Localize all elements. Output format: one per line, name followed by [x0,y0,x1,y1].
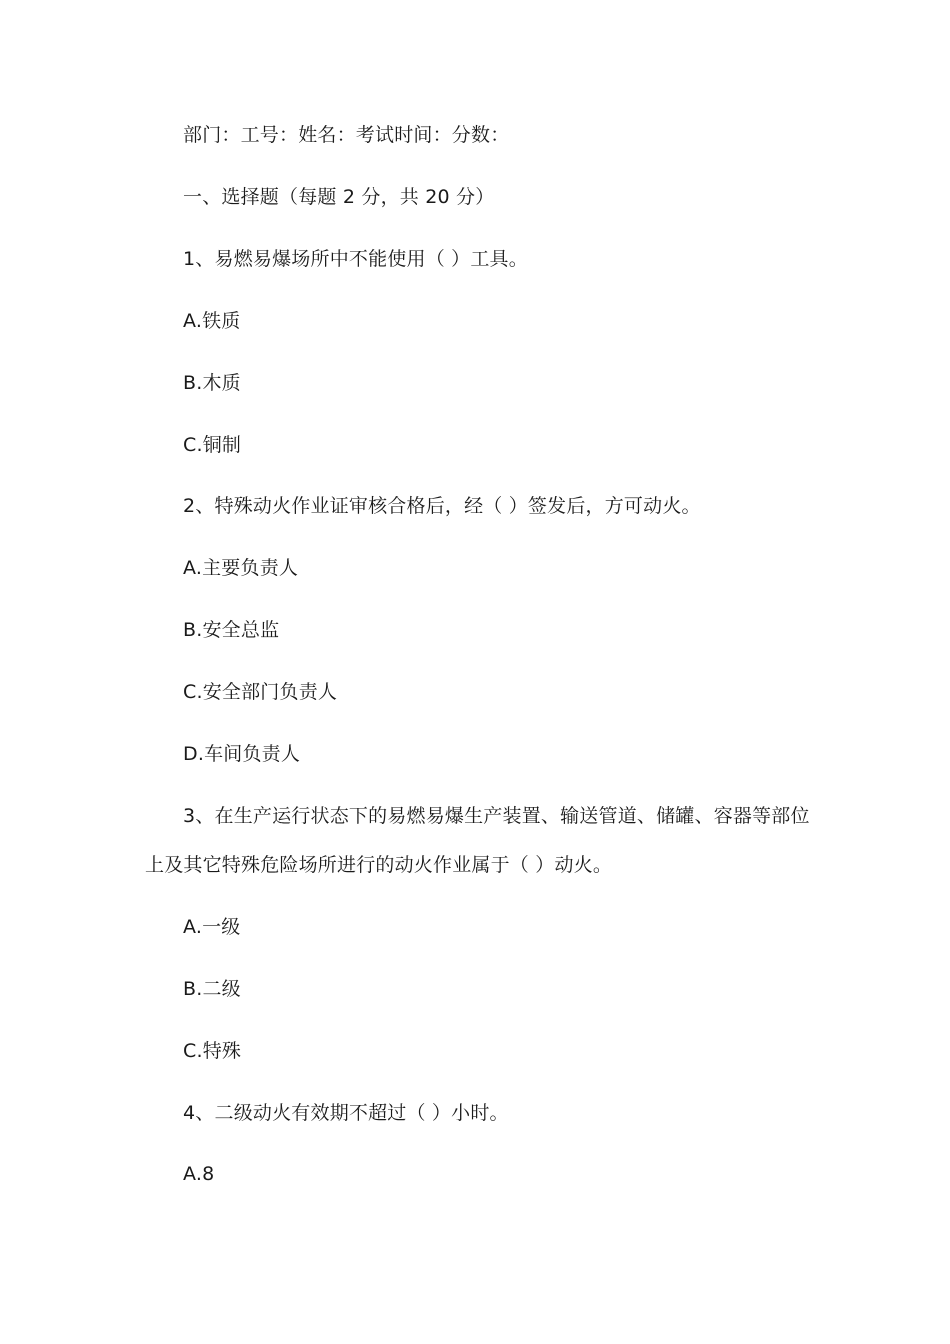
question-1-option-c: C.铜制 [183,434,242,456]
question-3-option-c: C.特殊 [183,1040,242,1062]
question-4-stem: 4、二级动火有效期不超过（ ）小时。 [183,1102,509,1124]
section-title: 一、选择题（每题 2 分，共 20 分） [183,186,495,208]
question-3-option-b: B.二级 [183,978,241,1000]
question-4-option-a: A.8 [183,1163,215,1185]
question-3-option-a: A.一级 [183,916,241,938]
question-2-option-c: C.安全部门负责人 [183,681,338,703]
question-2-option-a: A.主要负责人 [183,557,299,579]
question-2-option-d: D.车间负责人 [183,743,301,765]
question-1-option-b: B.木质 [183,372,241,394]
question-1-option-a: A.铁质 [183,310,241,332]
question-3-stem: 3、在生产运行状态下的易燃易爆生产装置、输送管道、储罐、容器等部位 [183,805,810,827]
exam-info-line: 部门：工号：姓名：考试时间：分数： [183,124,510,146]
question-1-stem: 1、易燃易爆场所中不能使用（ ）工具。 [183,248,528,270]
question-2-option-b: B.安全总监 [183,619,280,641]
question-2-stem: 2、特殊动火作业证审核合格后，经（ ）签发后，方可动火。 [183,495,701,517]
question-3-stem-continued: 上及其它特殊危险场所进行的动火作业属于（ ）动火。 [145,854,613,876]
